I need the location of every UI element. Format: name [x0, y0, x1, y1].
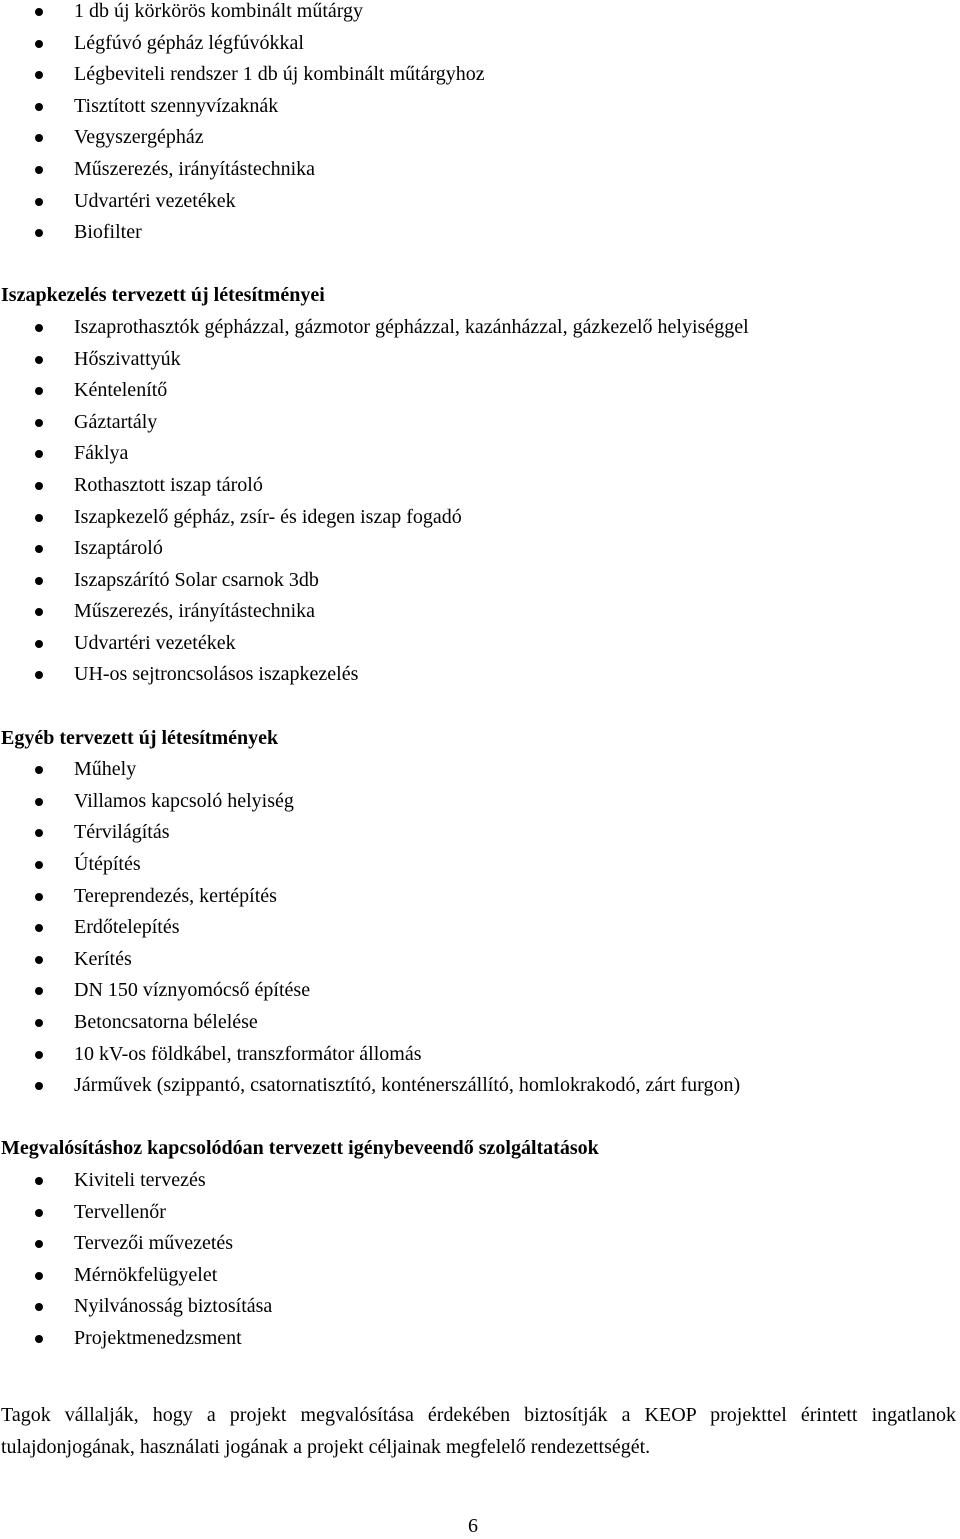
list-item-text: Rothasztott iszap tároló [74, 473, 263, 496]
list-item [0, 1228, 960, 1260]
bullet-icon [35, 40, 43, 48]
list-item [0, 59, 960, 91]
list-item [0, 1165, 960, 1197]
list-item-text: Biofilter [74, 221, 142, 244]
list-item-text: Fáklya [74, 442, 129, 465]
list-item [0, 1039, 960, 1071]
bullet-icon [35, 482, 43, 490]
bullet-icon [35, 514, 43, 522]
list-item-text: UH-os sejtroncsolásos iszapkezelés [74, 663, 359, 686]
bullet-icon [35, 1240, 43, 1248]
bullet-icon [35, 671, 43, 679]
bullet-icon [35, 829, 43, 837]
section-heading-other: Egyéb tervezett új létesítmények [1, 726, 279, 749]
bullet-icon [35, 71, 43, 79]
list-item [0, 596, 960, 628]
list-item [0, 186, 960, 218]
list-item [0, 1007, 960, 1039]
list-item-text: Betoncsatorna bélelése [74, 1011, 258, 1033]
list-item-text: Műszerezés, irányítástechnika [74, 600, 316, 623]
list-item [0, 217, 960, 249]
list-item-text: 1 db új körkörös kombinált műtárgy [74, 0, 364, 22]
bullet-icon [35, 450, 43, 458]
list-item-text: Villamos kapcsoló helyiség [74, 789, 294, 812]
list-item [0, 0, 960, 28]
list-item [0, 1323, 960, 1355]
list-item-text: Kiviteli tervezés [74, 1168, 206, 1191]
list-item-text: Iszapkezelő gépház, zsír- és idegen iszap fogadó [74, 505, 462, 528]
list-item-text: Tisztított szennyvízaknák [74, 94, 279, 117]
list-item [0, 438, 960, 470]
bullet-icon [35, 987, 43, 995]
list-item [0, 1197, 960, 1229]
spacer [0, 249, 960, 281]
list-item [0, 407, 960, 439]
list-item-text: Udvartéri vezetékek [74, 189, 236, 212]
bullet-icon [35, 545, 43, 553]
bullet-icon [35, 1303, 43, 1311]
bullet-icon [35, 419, 43, 427]
list-item-text: Mérnökfelügyelet [74, 1263, 218, 1286]
list-item-text: Gáztartály [74, 410, 158, 433]
bullet-icon [35, 640, 43, 648]
bullet-icon [35, 608, 43, 616]
list-item-text: 10 kV-os földkábel, transzformátor állomás [74, 1042, 422, 1065]
bullet-icon [35, 103, 43, 111]
list-item-text: Térvilágítás [74, 821, 170, 844]
list-item-text: Erdőtelepítés [74, 916, 180, 939]
list-item-text: Tervezői művezetés [74, 1232, 234, 1255]
bullet-icon [35, 956, 43, 964]
list-item-text: Projektmenedzsment [74, 1326, 242, 1349]
list-item [0, 122, 960, 154]
bullet-icon [35, 924, 43, 932]
closing-paragraph: Tagok vállalják, hogy a projekt megvalósítása érdekében biztosítják a KEOP projekttel érintett ingatlanok tulajdonjogának, használati jogának a projekt céljainak megfelelő rendezettségét. [1, 1404, 956, 1458]
bullet-icon [35, 356, 43, 364]
list-item-text: Kéntelenítő [74, 379, 168, 402]
spacer [0, 1102, 960, 1134]
services-list [0, 1165, 960, 1355]
list-item [0, 565, 960, 597]
bullet-icon [35, 1272, 43, 1280]
list-item [0, 754, 960, 786]
list-item [0, 344, 960, 376]
bullet-icon [35, 198, 43, 206]
list-item-text: Légfúvó gépház légfúvókkal [74, 31, 304, 54]
list-item [0, 502, 960, 534]
list-item-text: Kerítés [74, 947, 132, 970]
list-item [0, 1291, 960, 1323]
bullet-icon [35, 1082, 43, 1090]
page-number: 6 [468, 1515, 478, 1537]
bullet-icon [35, 577, 43, 585]
list-item [0, 975, 960, 1007]
bullet-icon [35, 861, 43, 869]
list-item-text: Légbeviteli rendszer 1 db új kombinált műtárgyhoz [74, 63, 485, 86]
list-item [0, 849, 960, 881]
list-item-text: Udvartéri vezetékek [74, 631, 236, 654]
bullet-icon [35, 8, 43, 16]
list-item [0, 1260, 960, 1292]
list-item-text: Nyilvánosság biztosítása [74, 1295, 273, 1318]
list-item [0, 944, 960, 976]
bullet-icon [35, 229, 43, 237]
list-item-text: Útépítés [74, 853, 141, 876]
section-heading-services: Megvalósításhoz kapcsolódóan tervezett igénybeveendő szolgáltatások [1, 1137, 599, 1160]
bullet-icon [35, 134, 43, 142]
list-item-text: Műhely [74, 758, 137, 781]
list-item-text: Járművek (szippantó, csatornatisztító, konténerszállító, homlokrakodó, zárt furgon) [74, 1074, 741, 1097]
list-item [0, 628, 960, 660]
list-item [0, 28, 960, 60]
bullet-icon [35, 324, 43, 332]
bullet-icon [35, 1051, 43, 1059]
list-item-text: Vegyszergépház [74, 126, 204, 149]
bullet-icon [35, 798, 43, 806]
list-item [0, 817, 960, 849]
bullet-icon [35, 387, 43, 395]
bullet-icon [35, 1335, 43, 1343]
bullet-icon [35, 1019, 43, 1027]
section-heading-sludge: Iszapkezelés tervezett új létesítményei [1, 284, 325, 307]
list-item [0, 375, 960, 407]
list-item-text: Hőszivattyúk [74, 347, 181, 370]
spacer [0, 691, 960, 723]
bullet-icon [35, 166, 43, 174]
list-item-text: Tervellenőr [74, 1200, 166, 1223]
bullet-icon [35, 893, 43, 901]
list-item [0, 1070, 960, 1102]
list-item [0, 881, 960, 913]
list-item-text: Iszaprothasztók gépházzal, gázmotor gépházzal, kazánházzal, gázkezelő helyiséggel [74, 315, 749, 338]
list-item-text: Tereprendezés, kertépítés [74, 884, 277, 907]
sludge-facility-list [0, 312, 960, 691]
list-item-text: Műszerezés, irányítástechnika [74, 157, 316, 180]
bullet-icon [35, 1209, 43, 1217]
other-facility-list [0, 754, 960, 1102]
facility-list-1 [0, 0, 960, 249]
list-item [0, 912, 960, 944]
list-item [0, 470, 960, 502]
list-item-text: Iszaptároló [74, 537, 163, 560]
list-item-text: Iszapszárító Solar csarnok 3db [74, 568, 319, 591]
bullet-icon [35, 1177, 43, 1185]
list-item [0, 312, 960, 344]
bullet-icon [35, 766, 43, 774]
list-item [0, 91, 960, 123]
list-item [0, 659, 960, 691]
list-item [0, 786, 960, 818]
list-item-text: DN 150 víznyomócső építése [74, 979, 311, 1002]
list-item [0, 154, 960, 186]
list-item [0, 533, 960, 565]
